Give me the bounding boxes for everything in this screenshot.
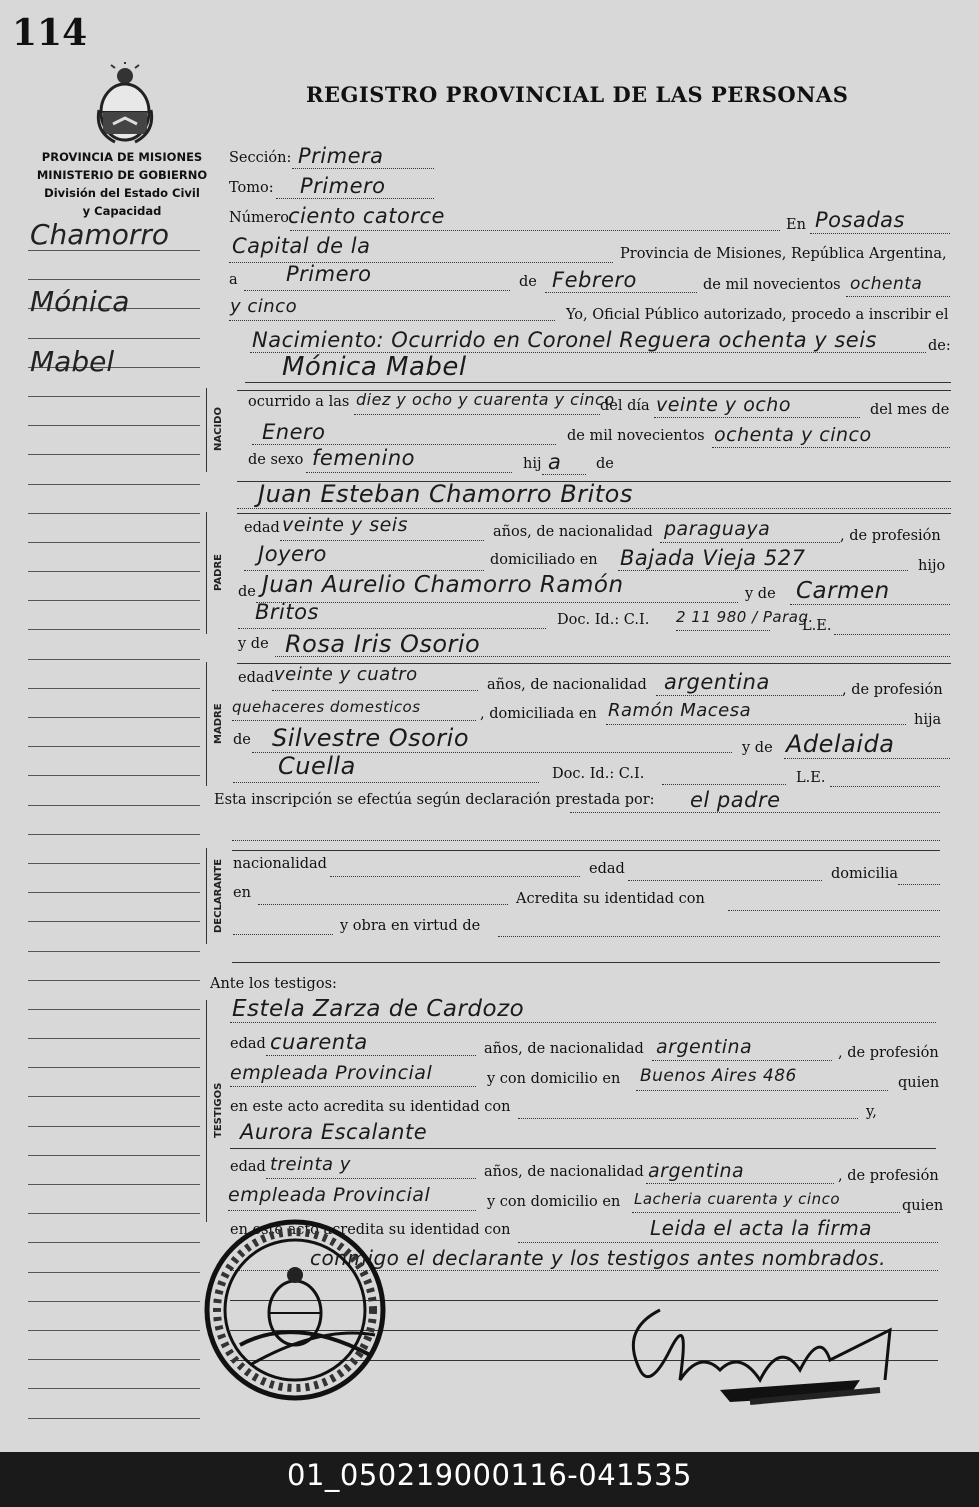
padre-edad-label: edad <box>244 520 280 536</box>
declarante-nac-label: nacionalidad <box>233 856 327 872</box>
hij-label: hij <box>523 456 542 472</box>
del-dia-label: del día <box>600 398 650 414</box>
numero-label: Número <box>229 210 290 226</box>
padre-doc-label: Doc. Id.: C.I. <box>557 612 650 628</box>
hija-label: hija <box>914 712 942 728</box>
testigo2-quien-label: quien <box>902 1198 944 1214</box>
madre-nac-label: años, de nacionalidad <box>487 677 647 693</box>
madre-section-tag: MADRE <box>213 703 224 745</box>
org-line-ministry: MINISTERIO DE GOBIERNO <box>36 168 208 182</box>
madre-prof-label: , de profesión <box>842 682 943 698</box>
de-2-label: de <box>596 456 614 472</box>
testigo2-nac-label: años, de nacionalidad <box>484 1164 644 1180</box>
father-nationality-value: paraguaya <box>664 518 771 540</box>
witness-1-nationality-value: argentina <box>656 1036 753 1058</box>
y-de-label: y de <box>745 586 776 602</box>
testigo1-prof-label: , de profesión <box>838 1045 939 1061</box>
document-title: REGISTRO PROVINCIAL DE LAS PERSONAS <box>306 82 849 107</box>
seccion-value: Primera <box>298 144 384 168</box>
hij-suffix-value: a <box>548 450 562 474</box>
padre-dom-label: domiciliado en <box>490 552 598 568</box>
mother-address-value: Ramón Macesa <box>608 700 752 721</box>
ocurrido-label: ocurrido a las <box>248 394 350 410</box>
testigo2-acto-label: en este acto acredita su identidad con <box>230 1222 511 1238</box>
padre-le-label: L.E. <box>802 618 832 634</box>
declarante-acredita-label: Acredita su identidad con <box>516 891 705 907</box>
birth-year-value: ochenta y cinco <box>714 424 872 446</box>
tomo-label: Tomo: <box>229 180 274 196</box>
sex-value: femenino <box>312 446 415 470</box>
del-mes-label: del mes de <box>870 402 950 418</box>
hijo-label: hijo <box>918 558 946 574</box>
coat-of-arms-icon <box>95 62 155 144</box>
witness-2-address-value: Lacheria cuarenta y cinco <box>634 1190 841 1208</box>
paternal-grandmother-value-2: Britos <box>255 600 319 624</box>
witness-2-profession-value: empleada Provincial <box>228 1184 431 1206</box>
mother-name-value: Rosa Iris Osorio <box>285 630 481 658</box>
madre-doc-label: Doc. Id.: C.I. <box>552 766 645 782</box>
city-value: Posadas <box>815 208 905 232</box>
madre-le-label: L.E. <box>796 770 826 786</box>
testigo1-dom-label: y con domicilio en <box>487 1071 621 1087</box>
sexo-label: de sexo <box>248 452 304 468</box>
padre-prof-label: , de profesión <box>840 528 941 544</box>
testigo1-quien-label: quien <box>898 1075 940 1091</box>
de-mil-2-label: de mil novecientos <box>567 428 705 444</box>
maternal-grandmother-value-1: Adelaida <box>786 730 895 758</box>
org-line-province: PROVINCIA DE MISIONES <box>41 150 203 164</box>
birth-time-value: diez y ocho y cuarenta y cinco <box>356 390 615 409</box>
testigos-section-tag: TESTIGOS <box>213 1082 224 1138</box>
ante-testigos-label: Ante los testigos: <box>210 976 337 992</box>
mother-age-value: veinte y cuatro <box>274 664 418 685</box>
witness-2-name-value: Aurora Escalante <box>240 1120 428 1144</box>
issuing-organization <box>24 148 220 220</box>
y-de-madre-label: y de <box>238 636 269 652</box>
father-profession-value: Joyero <box>258 542 327 566</box>
testigo2-prof-label: , de profesión <box>838 1168 939 1184</box>
margin-surname: Chamorro <box>30 218 170 251</box>
witness-2-nationality-value: argentina <box>648 1160 745 1182</box>
mother-profession-value: quehaceres domesticos <box>232 698 421 716</box>
mother-nationality-value: argentina <box>664 670 770 694</box>
inscription-year-value-2: y cinco <box>230 296 298 317</box>
inscription-month-value: Febrero <box>552 268 637 292</box>
org-line-division: División del Estado Civil <box>44 186 200 200</box>
witness-1-profession-value: empleada Provincial <box>230 1062 433 1084</box>
reading-note-value: Leida el acta la firma <box>650 1216 872 1240</box>
inscription-year-value-1: ochenta <box>850 274 923 294</box>
capital-value: Capital de la <box>232 234 371 258</box>
madre-de-label: de <box>233 732 251 748</box>
provincia-label: Provincia de Misiones, República Argentina, <box>620 246 947 262</box>
margin-first-name: Mónica <box>30 285 130 318</box>
child-name-value: Mónica Mabel <box>282 352 467 382</box>
padre-nac-label: años, de nacionalidad <box>493 524 653 540</box>
madre-y-de-label: y de <box>742 740 773 756</box>
declarante-section-tag: DECLARANTE <box>213 858 224 934</box>
inscripcion-label: Esta inscripción se efectúa según declaración prestada por: <box>214 792 655 808</box>
testigo1-y-label: y, <box>866 1104 877 1120</box>
margin-second-name: Mabel <box>30 345 115 378</box>
madre-edad-label: edad <box>238 670 274 686</box>
father-name-value: Juan Esteban Chamorro Britos <box>258 480 633 508</box>
tomo-value: Primero <box>300 174 386 198</box>
nacido-section-tag: NACIDO <box>213 407 224 451</box>
margin-ruled-lines <box>28 250 200 1447</box>
signatures-note-value: conmigo el declarante y los testigos antes nombrados. <box>310 1246 886 1270</box>
seccion-label: Sección: <box>229 150 292 166</box>
declarante-en-label: en <box>233 885 251 901</box>
de-mil-label: de mil novecientos <box>703 277 841 293</box>
testigo1-acto-label: en este acto acredita su identidad con <box>230 1099 511 1115</box>
de-label: de <box>519 274 537 290</box>
birth-day-value: veinte y ocho <box>656 394 791 416</box>
acta-type-value: Nacimiento: Ocurrido en Coronel Reguera ochenta y seis <box>252 328 877 352</box>
de-3-label: de <box>238 584 256 600</box>
declarante-edad-label: edad <box>589 861 625 877</box>
witness-2-age-value: treinta y <box>270 1154 351 1175</box>
madre-dom-label: , domiciliada en <box>480 706 597 722</box>
testigo2-dom-label: y con domicilio en <box>487 1194 621 1210</box>
witness-1-address-value: Buenos Aires 486 <box>640 1066 797 1086</box>
testigo2-edad-label: edad <box>230 1159 266 1175</box>
witness-1-age-value: cuarenta <box>270 1030 368 1054</box>
father-ci-value: 2 11 980 / Parag. <box>676 608 814 626</box>
a-label: a <box>229 272 238 288</box>
en-label: En <box>786 217 806 233</box>
de-colon-label: de: <box>928 338 951 354</box>
father-age-value: veinte y seis <box>282 514 408 536</box>
paternal-grandmother-value-1: Carmen <box>796 578 890 604</box>
birth-month-value: Enero <box>262 420 326 444</box>
official-seal-icon <box>200 1215 390 1405</box>
testigo1-edad-label: edad <box>230 1036 266 1052</box>
page-number: 114 <box>12 12 88 54</box>
declarante-obra-label: y obra en virtud de <box>340 918 481 934</box>
numero-value: ciento catorce <box>288 204 445 228</box>
declarante-domicilia-label: domicilia <box>831 866 899 882</box>
maternal-grandfather-value: Silvestre Osorio <box>272 724 470 752</box>
father-address-value: Bajada Vieja 527 <box>620 546 806 570</box>
scan-identifier: 01_050219000116-041535 <box>287 1458 692 1492</box>
oficial-label: Yo, Oficial Público autorizado, procedo a inscribir el <box>566 307 949 323</box>
witness-1-name-value: Estela Zarza de Cardozo <box>232 996 525 1022</box>
declarant-value: el padre <box>690 788 781 812</box>
registrar-signature-icon <box>600 1290 900 1420</box>
testigo1-nac-label: años, de nacionalidad <box>484 1041 644 1057</box>
paternal-grandfather-value: Juan Aurelio Chamorro Ramón <box>262 572 624 598</box>
maternal-grandmother-value-2: Cuella <box>278 752 356 780</box>
padre-section-tag: PADRE <box>213 554 224 592</box>
org-line-capacity: y Capacidad <box>82 204 162 218</box>
inscription-day-value: Primero <box>286 262 372 286</box>
